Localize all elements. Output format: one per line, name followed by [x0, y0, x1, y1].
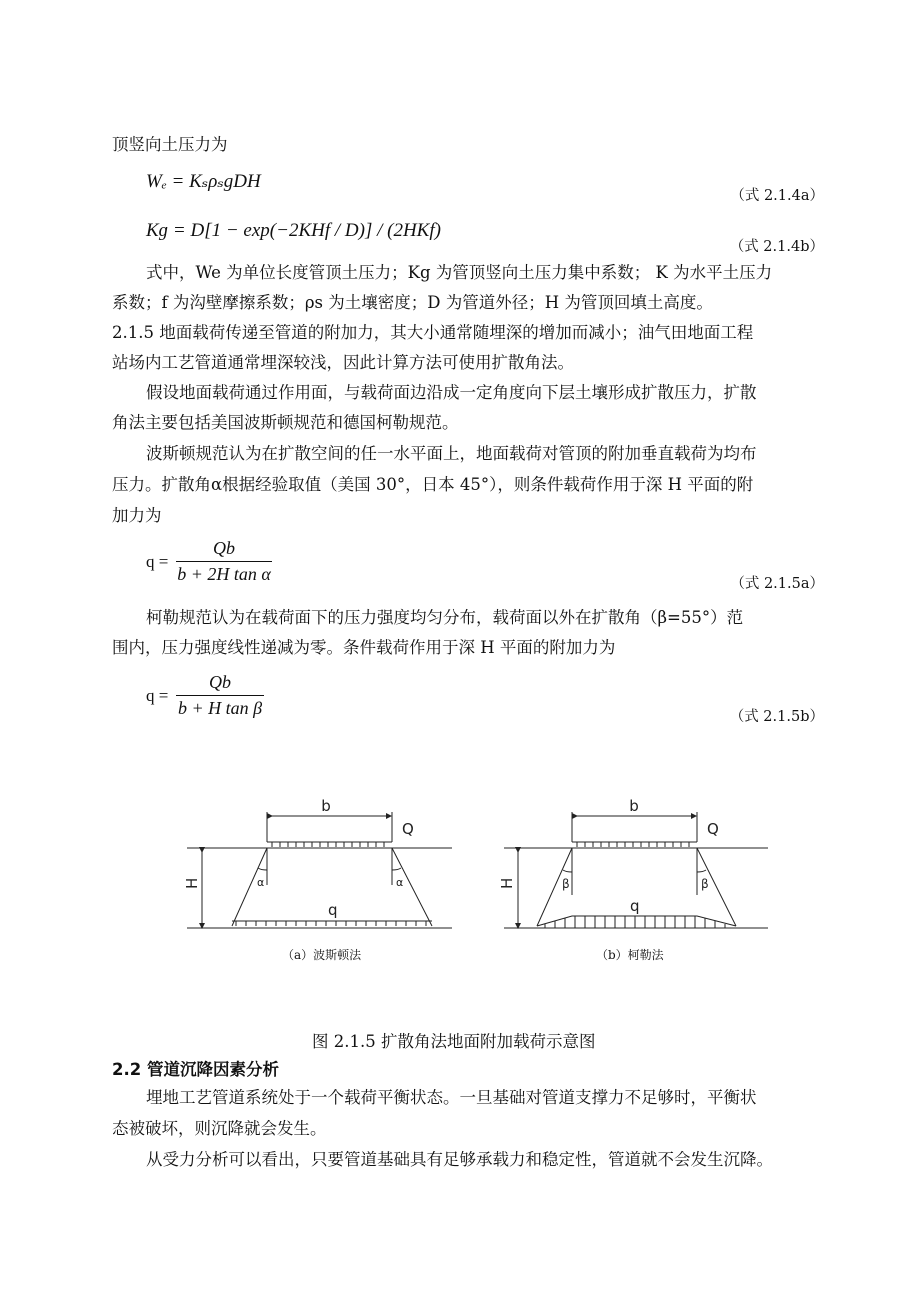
- section-heading: 2.2 管道沉降因素分析: [112, 1060, 279, 1079]
- figure-title: 图 2.1.5 扩散角法地面附加载荷示意图: [312, 1032, 596, 1051]
- equation-2-1-5a-fraction: [176, 538, 272, 585]
- equation-2-1-5b-numerator: Qb: [209, 672, 231, 692]
- keller-beta-left: β: [562, 877, 570, 891]
- keller-q-label: q: [630, 897, 640, 915]
- equation-label-2-1-4a: （式 2.1.4a）: [730, 188, 824, 204]
- intro-line: 顶竖向土压力为: [112, 135, 228, 154]
- para7-line1: 从受力分析可以看出，只要管道基础具有足够承载力和稳定性，管道就不会发生沉降。: [146, 1150, 773, 1169]
- para4-line3: 加力为: [112, 506, 162, 525]
- boston-b-label: b: [321, 797, 331, 815]
- equation-2-1-5a-denominator: b + 2H tan α: [176, 561, 272, 585]
- equation-2-1-5a-lhs: q =: [146, 552, 169, 571]
- equation-label-2-1-4b: （式 2.1.4b）: [729, 239, 824, 255]
- diffusion-angle-figure: [0, 790, 920, 990]
- equation-2-1-5a-numerator: Qb: [213, 538, 235, 558]
- equation-2-1-5b-lhs: q =: [146, 686, 169, 705]
- boston-caption: （a）波斯顿法: [282, 948, 362, 962]
- para4-line2: 压力。扩散角α根据经验取值（美国 30°，日本 45°），则条件载荷作用于深 H 平面的附: [112, 475, 754, 494]
- para6-line1: 埋地工艺管道系统处于一个载荷平衡状态。一旦基础对管道支撑力不足够时，平衡状: [146, 1088, 757, 1107]
- equation-2-1-4a: Wₑ = KₛρₛgDH: [146, 171, 261, 192]
- para1-line2: 系数；f 为沟壁摩擦系数；ρs 为土壤密度；D 为管道外径；H 为管顶回填土高度。: [112, 293, 713, 312]
- equation-2-1-5b-fraction: [176, 672, 264, 719]
- para4-line1: 波斯顿规范认为在扩散空间的任一水平面上，地面载荷对管顶的附加垂直载荷为均布: [146, 444, 757, 463]
- boston-H-label: H: [183, 877, 201, 889]
- keller-H-label: H: [498, 877, 516, 889]
- equation-2-1-5b-denominator: b + H tan β: [176, 695, 264, 719]
- keller-b-label: b: [629, 797, 639, 815]
- para2-line1: 2.1.5 地面载荷传递至管道的附加力，其大小通常随埋深的增加而减小；油气田地面工程: [112, 323, 754, 342]
- boston-Q-label: Q: [402, 820, 414, 838]
- para3-line2: 角法主要包括美国波斯顿规范和德国柯勒规范。: [112, 413, 459, 432]
- keller-beta-right: β: [701, 877, 709, 891]
- boston-alpha-left: α: [257, 876, 265, 889]
- keller-caption: （b）柯勒法: [596, 948, 664, 962]
- boston-q-label: q: [328, 901, 338, 919]
- para1-line1: 式中，We 为单位长度管顶土压力；Kg 为管顶竖向土压力集中系数； K 为水平土压力: [146, 263, 773, 282]
- para6-line2: 态被破坏，则沉降就会发生。: [112, 1119, 327, 1138]
- equation-label-2-1-5a: （式 2.1.5a）: [730, 576, 824, 592]
- equation-2-1-4b: Kɡ = D[1 − exp(−2KHf / D)] / (2HKf): [146, 220, 441, 241]
- para3-line1: 假设地面载荷通过作用面，与载荷面边沿成一定角度向下层土壤形成扩散压力，扩散: [146, 383, 757, 402]
- equation-label-2-1-5b: （式 2.1.5b）: [729, 709, 824, 725]
- para5-line2: 围内，压力强度线性递减为零。条件载荷作用于深 H 平面的附加力为: [112, 638, 616, 657]
- para5-line1: 柯勒规范认为在载荷面下的压力强度均匀分布，载荷面以外在扩散角（β=55°）范: [146, 608, 744, 627]
- para2-line2: 站场内工艺管道通常埋深较浅，因此计算方法可使用扩散角法。: [112, 353, 574, 372]
- boston-alpha-right: α: [396, 876, 404, 889]
- keller-Q-label: Q: [707, 820, 719, 838]
